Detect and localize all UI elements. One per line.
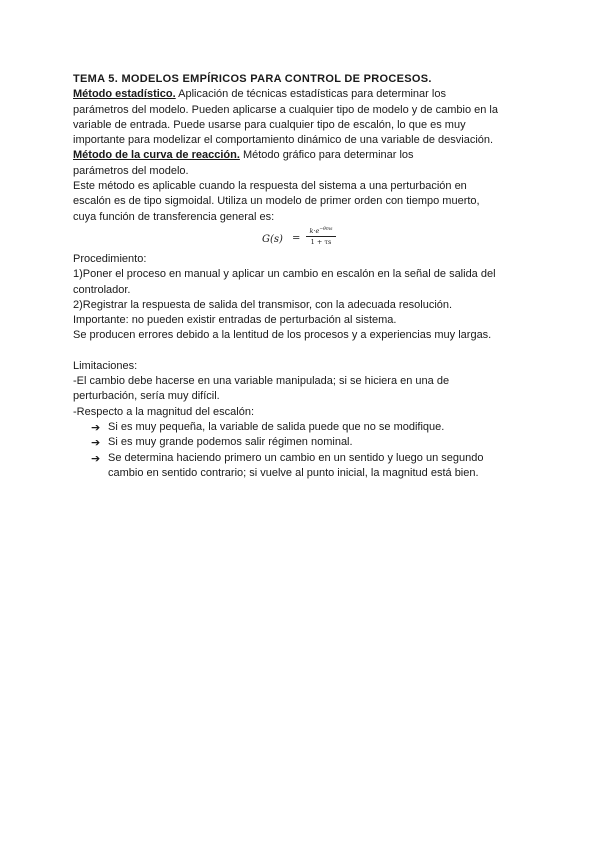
limitaciones-text-2: perturbación, sería muy difícil. <box>73 390 220 403</box>
procedimiento-text-2: controlador. <box>73 283 131 296</box>
formula-denominator: 1 + τs <box>310 237 332 246</box>
metodo-curva-text-1: Método gráfico para determinar los <box>239 149 414 162</box>
metodo-curva-text-5: cuya función de transferencia general es: <box>73 210 275 223</box>
formula-equals: = <box>292 232 301 244</box>
section-gap <box>73 344 529 359</box>
bullet-2-text-1: Si es muy grande podemos salir régimen nominal. <box>108 436 353 449</box>
metodo-curva-text-3: Este método es aplicable cuando la respuesta del sistema a una perturbación en <box>73 180 467 193</box>
metodo-estadistico-text-3: variable de entrada. Puede usarse para cualquier tipo de escalón, lo que es muy <box>73 118 466 131</box>
limitaciones-text-1: -El cambio debe hacerse en una variable manipulada; si se hiciera en una de <box>73 375 450 388</box>
metodo-estadistico-text-2: parámetros del modelo. Pueden aplicarse a cualquier tipo de modelo y de cambio en la <box>73 103 498 116</box>
bullet-item-2 <box>73 435 529 450</box>
metodo-curva-text-4: escalón es de tipo sigmoidal. Utiliza un modelo de primer orden con tiempo muerto, <box>73 195 480 208</box>
bullet-3-text-1: Se determina haciendo primero un cambio en un sentido y luego un segundo <box>108 451 484 464</box>
formula-fraction-bar <box>306 236 336 237</box>
transfer-function-formula <box>73 226 529 250</box>
limitaciones-text-3: -Respecto a la magnitud del escalón: <box>73 405 254 418</box>
arrow-right-icon: ➔ <box>91 436 101 450</box>
formula-numerator <box>306 226 336 235</box>
metodo-estadistico-line-1 <box>73 87 529 102</box>
metodo-estadistico-heading: Método estadístico. <box>73 88 176 101</box>
procedimiento-text-1: 1)Poner el proceso en manual y aplicar un cambio en escalón en la señal de salida del <box>73 268 496 281</box>
bullet-3-text-2: cambio en sentido contrario; si vuelve al punto inicial, la magnitud está bien. <box>108 466 479 479</box>
metodo-curva-heading: Método de la curva de reacción. <box>73 149 240 162</box>
arrow-right-icon: ➔ <box>91 451 101 465</box>
page-title: TEMA 5. MODELOS EMPÍRICOS PARA CONTROL DE PROCESOS. <box>73 73 432 85</box>
procedimiento-text-3: 2)Registrar la respuesta de salida del transmisor, con la adecuada resolución. <box>73 298 453 311</box>
procedimiento-text-4: Importante: no pueden existir entradas de perturbación al sistema. <box>73 314 397 327</box>
formula-exponent: −θms <box>319 226 333 232</box>
formula-lhs: G(s) <box>262 233 283 245</box>
metodo-curva-line-1 <box>73 148 529 163</box>
limitaciones-heading: Limitaciones: <box>73 359 138 372</box>
procedimiento-heading: Procedimiento: <box>73 252 147 265</box>
bullet-item-3 <box>73 451 529 482</box>
metodo-estadistico-text-1: Aplicación de técnicas estadísticas para determinar los <box>175 88 446 101</box>
formula-fraction <box>306 226 336 246</box>
arrow-right-icon: ➔ <box>91 420 101 434</box>
document-content <box>73 72 529 481</box>
formula-numerator-base: k·e <box>309 226 320 235</box>
bullet-1-text-1: Si es muy pequeña, la variable de salida puede que no se modifique. <box>108 420 445 433</box>
procedimiento-text-5: Se producen errores debido a la lentitud de los procesos y a experiencias muy largas. <box>73 329 492 342</box>
metodo-estadistico-text-4: importante para modelizar el comportamiento dinámico de una variable de desviación. <box>73 134 494 147</box>
metodo-curva-text-2: parámetros del modelo. <box>73 164 189 177</box>
bullet-item-1 <box>73 420 529 435</box>
